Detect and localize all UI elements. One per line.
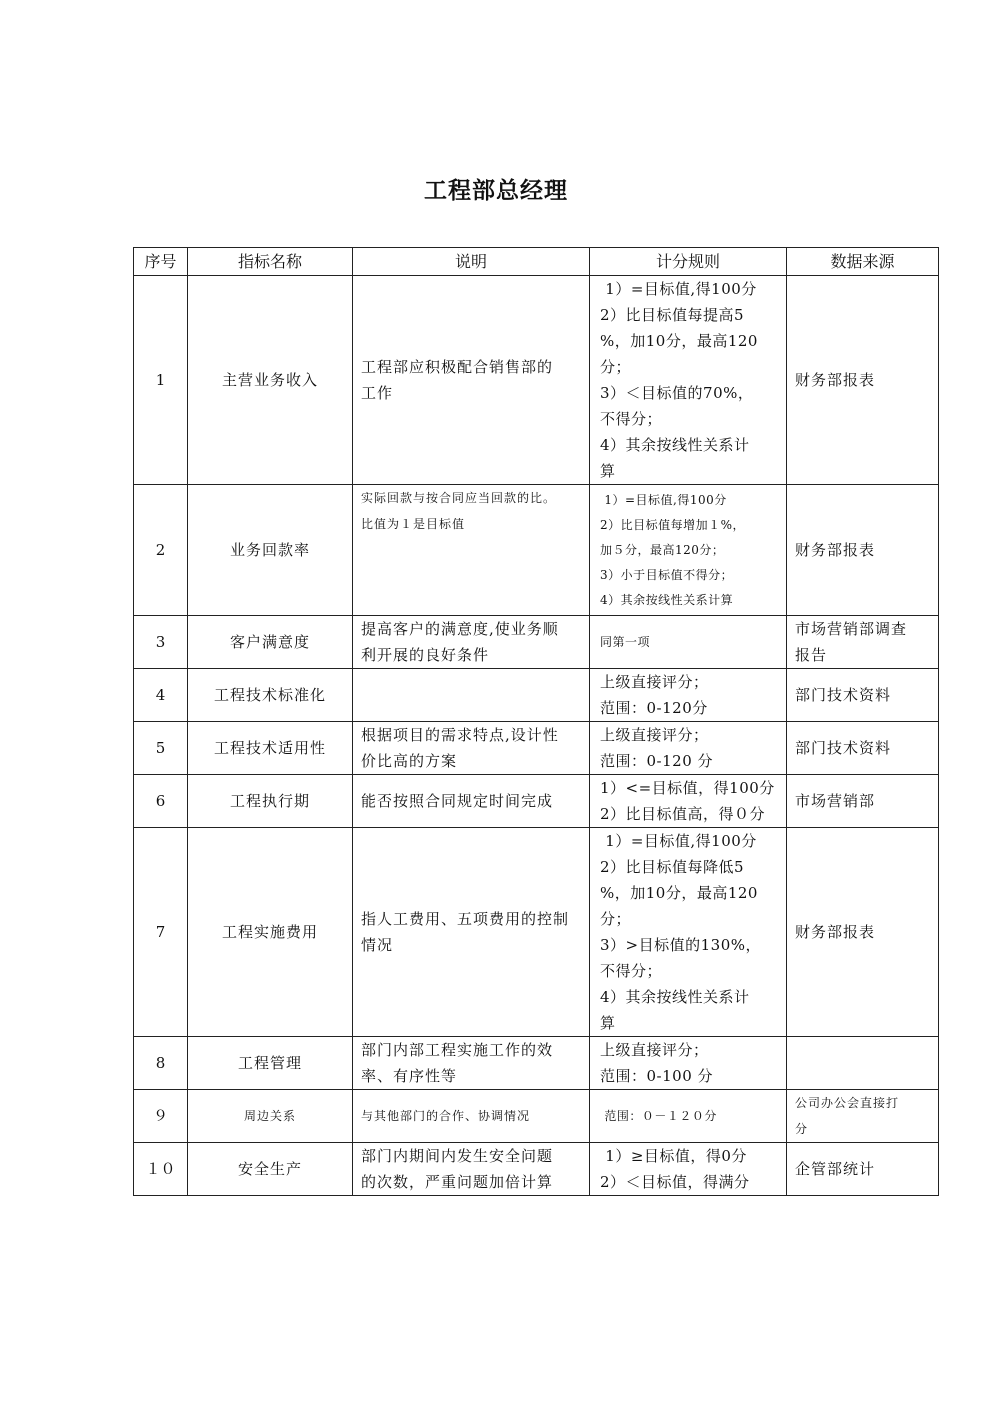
cell-line: 3）>目标值的130%，	[600, 936, 761, 954]
cell-no: 3	[134, 616, 188, 669]
kpi-table	[133, 247, 939, 1196]
cell-scoring-rule	[590, 722, 787, 775]
cell-line: 1）=目标值,得100分	[600, 832, 757, 850]
cell-scoring-rule	[590, 485, 787, 616]
cell-line: 2）比目标值每提高5	[600, 306, 745, 324]
cell-description	[353, 485, 590, 616]
cell-line: 部门技术资料	[795, 739, 892, 757]
cell-indicator-name: 主营业务收入	[188, 276, 353, 485]
cell-data-source	[787, 1037, 939, 1090]
table-row	[134, 1037, 939, 1090]
cell-data-source	[787, 485, 939, 616]
cell-line: 能否按照合同规定时间完成	[361, 792, 554, 810]
cell-description	[353, 722, 590, 775]
cell-line: 范围：０－１２０分	[600, 1108, 717, 1123]
cell-scoring-rule	[590, 669, 787, 722]
cell-line: 1）≥目标值，得0分	[600, 1147, 747, 1165]
header-name: 指标名称	[188, 248, 353, 276]
table-row	[134, 616, 939, 669]
cell-no: １０	[134, 1143, 188, 1196]
cell-line: 工作	[361, 384, 394, 402]
cell-no: 7	[134, 828, 188, 1037]
cell-line: 范围：0-120 分	[600, 752, 714, 770]
cell-line: 2）比目标值每增加１%，	[600, 517, 746, 532]
cell-line: 市场营销部调查	[795, 620, 908, 638]
cell-scoring-rule	[590, 828, 787, 1037]
cell-scoring-rule	[590, 775, 787, 828]
cell-line: 提高客户的满意度,使业务顺	[361, 620, 559, 638]
cell-indicator-name: 工程管理	[188, 1037, 353, 1090]
table-row	[134, 669, 939, 722]
cell-data-source	[787, 669, 939, 722]
table-row	[134, 722, 939, 775]
cell-description	[353, 775, 590, 828]
cell-description	[353, 1143, 590, 1196]
cell-description	[353, 669, 590, 722]
cell-line: 上级直接评分；	[600, 1041, 709, 1059]
header-rule: 计分规则	[590, 248, 787, 276]
cell-description	[353, 616, 590, 669]
cell-line: 不得分；	[600, 410, 663, 428]
page-title: 工程部总经理	[424, 178, 568, 204]
cell-line: 分；	[600, 358, 632, 376]
table-row	[134, 828, 939, 1037]
cell-scoring-rule	[590, 1037, 787, 1090]
cell-line: 3）小于目标值不得分；	[600, 567, 734, 582]
cell-line: 算	[600, 462, 616, 480]
cell-line: 1）=目标值,得100分	[600, 492, 727, 507]
cell-line: 范围：0-120分	[600, 699, 708, 717]
cell-line: 根据项目的需求特点,设计性	[361, 726, 559, 744]
cell-line: 分；	[600, 910, 632, 928]
cell-line: 1）=目标值,得100分	[600, 280, 757, 298]
cell-line: 算	[600, 1014, 616, 1032]
cell-data-source	[787, 1143, 939, 1196]
cell-scoring-rule	[590, 1143, 787, 1196]
cell-line: 同第一项	[600, 634, 651, 649]
cell-description	[353, 1090, 590, 1143]
cell-line: 财务部报表	[795, 923, 876, 941]
cell-description	[353, 1037, 590, 1090]
cell-line: 比值为１是目标值	[361, 517, 466, 531]
cell-line: 4）其余按线性关系计	[600, 988, 750, 1006]
cell-line: 不得分；	[600, 962, 663, 980]
cell-line: 4）其余按线性关系计算	[600, 592, 734, 607]
cell-line: 利开展的良好条件	[361, 646, 490, 664]
cell-scoring-rule	[590, 276, 787, 485]
cell-line: 与其他部门的合作、协调情况	[361, 1109, 531, 1123]
cell-line: 工程部应积极配合销售部的	[361, 358, 554, 376]
cell-line: 1）<=目标值，得100分	[600, 779, 775, 797]
cell-description	[353, 276, 590, 485]
cell-data-source	[787, 828, 939, 1037]
cell-indicator-name: 工程技术标准化	[188, 669, 353, 722]
cell-line: 的次数，严重问题加倍计算	[361, 1173, 554, 1191]
cell-line: 指人工费用、五项费用的控制	[361, 910, 570, 928]
cell-no: 6	[134, 775, 188, 828]
cell-scoring-rule	[590, 616, 787, 669]
table-body	[134, 276, 939, 1196]
cell-no: 5	[134, 722, 188, 775]
cell-no: 8	[134, 1037, 188, 1090]
cell-line: 范围：0-100 分	[600, 1067, 714, 1085]
cell-line: 公司办公会直接打	[795, 1096, 900, 1110]
cell-data-source	[787, 1090, 939, 1143]
table-row	[134, 485, 939, 616]
cell-line: 分	[795, 1122, 809, 1136]
cell-data-source	[787, 722, 939, 775]
header-source: 数据来源	[787, 248, 939, 276]
cell-line: 2）比目标值高，得０分	[600, 805, 766, 823]
cell-line: 部门内期间内发生安全问题	[361, 1147, 554, 1165]
table-header-row	[134, 248, 939, 276]
cell-line: %，加10分，最高120	[600, 332, 758, 350]
cell-line: 4）其余按线性关系计	[600, 436, 750, 454]
cell-data-source	[787, 276, 939, 485]
cell-no: 4	[134, 669, 188, 722]
cell-indicator-name: 周边关系	[188, 1090, 353, 1143]
cell-indicator-name: 安全生产	[188, 1143, 353, 1196]
cell-indicator-name: 工程实施费用	[188, 828, 353, 1037]
cell-line: 实际回款与按合同应当回款的比。	[361, 491, 557, 505]
cell-indicator-name: 工程技术适用性	[188, 722, 353, 775]
cell-line: 企管部统计	[795, 1160, 876, 1178]
cell-no: 1	[134, 276, 188, 485]
cell-line: 2）＜目标值，得满分	[600, 1173, 750, 1191]
cell-data-source	[787, 616, 939, 669]
cell-description	[353, 828, 590, 1037]
cell-line: 价比高的方案	[361, 752, 458, 770]
table-row	[134, 276, 939, 485]
table-row	[134, 1143, 939, 1196]
cell-line: 上级直接评分；	[600, 726, 709, 744]
cell-indicator-name: 业务回款率	[188, 485, 353, 616]
cell-line: 加５分，最高120分；	[600, 542, 725, 557]
cell-line: 市场营销部	[795, 792, 876, 810]
cell-line: 部门内部工程实施工作的效	[361, 1041, 554, 1059]
cell-indicator-name: 客户满意度	[188, 616, 353, 669]
cell-line: 上级直接评分；	[600, 673, 709, 691]
cell-line: 财务部报表	[795, 371, 876, 389]
cell-line: 3）＜目标值的70%，	[600, 384, 754, 402]
table-row	[134, 1090, 939, 1143]
table-row	[134, 775, 939, 828]
cell-line: 2）比目标值每降低5	[600, 858, 745, 876]
cell-no: 2	[134, 485, 188, 616]
header-no: 序号	[134, 248, 188, 276]
cell-data-source	[787, 775, 939, 828]
cell-line: %，加10分，最高120	[600, 884, 758, 902]
cell-line: 财务部报表	[795, 541, 876, 559]
cell-scoring-rule	[590, 1090, 787, 1143]
cell-no: ９	[134, 1090, 188, 1143]
cell-line: 报告	[795, 646, 828, 664]
header-desc: 说明	[353, 248, 590, 276]
cell-line: 率、有序性等	[361, 1067, 458, 1085]
cell-indicator-name: 工程执行期	[188, 775, 353, 828]
cell-line: 部门技术资料	[795, 686, 892, 704]
cell-line: 情况	[361, 936, 394, 954]
